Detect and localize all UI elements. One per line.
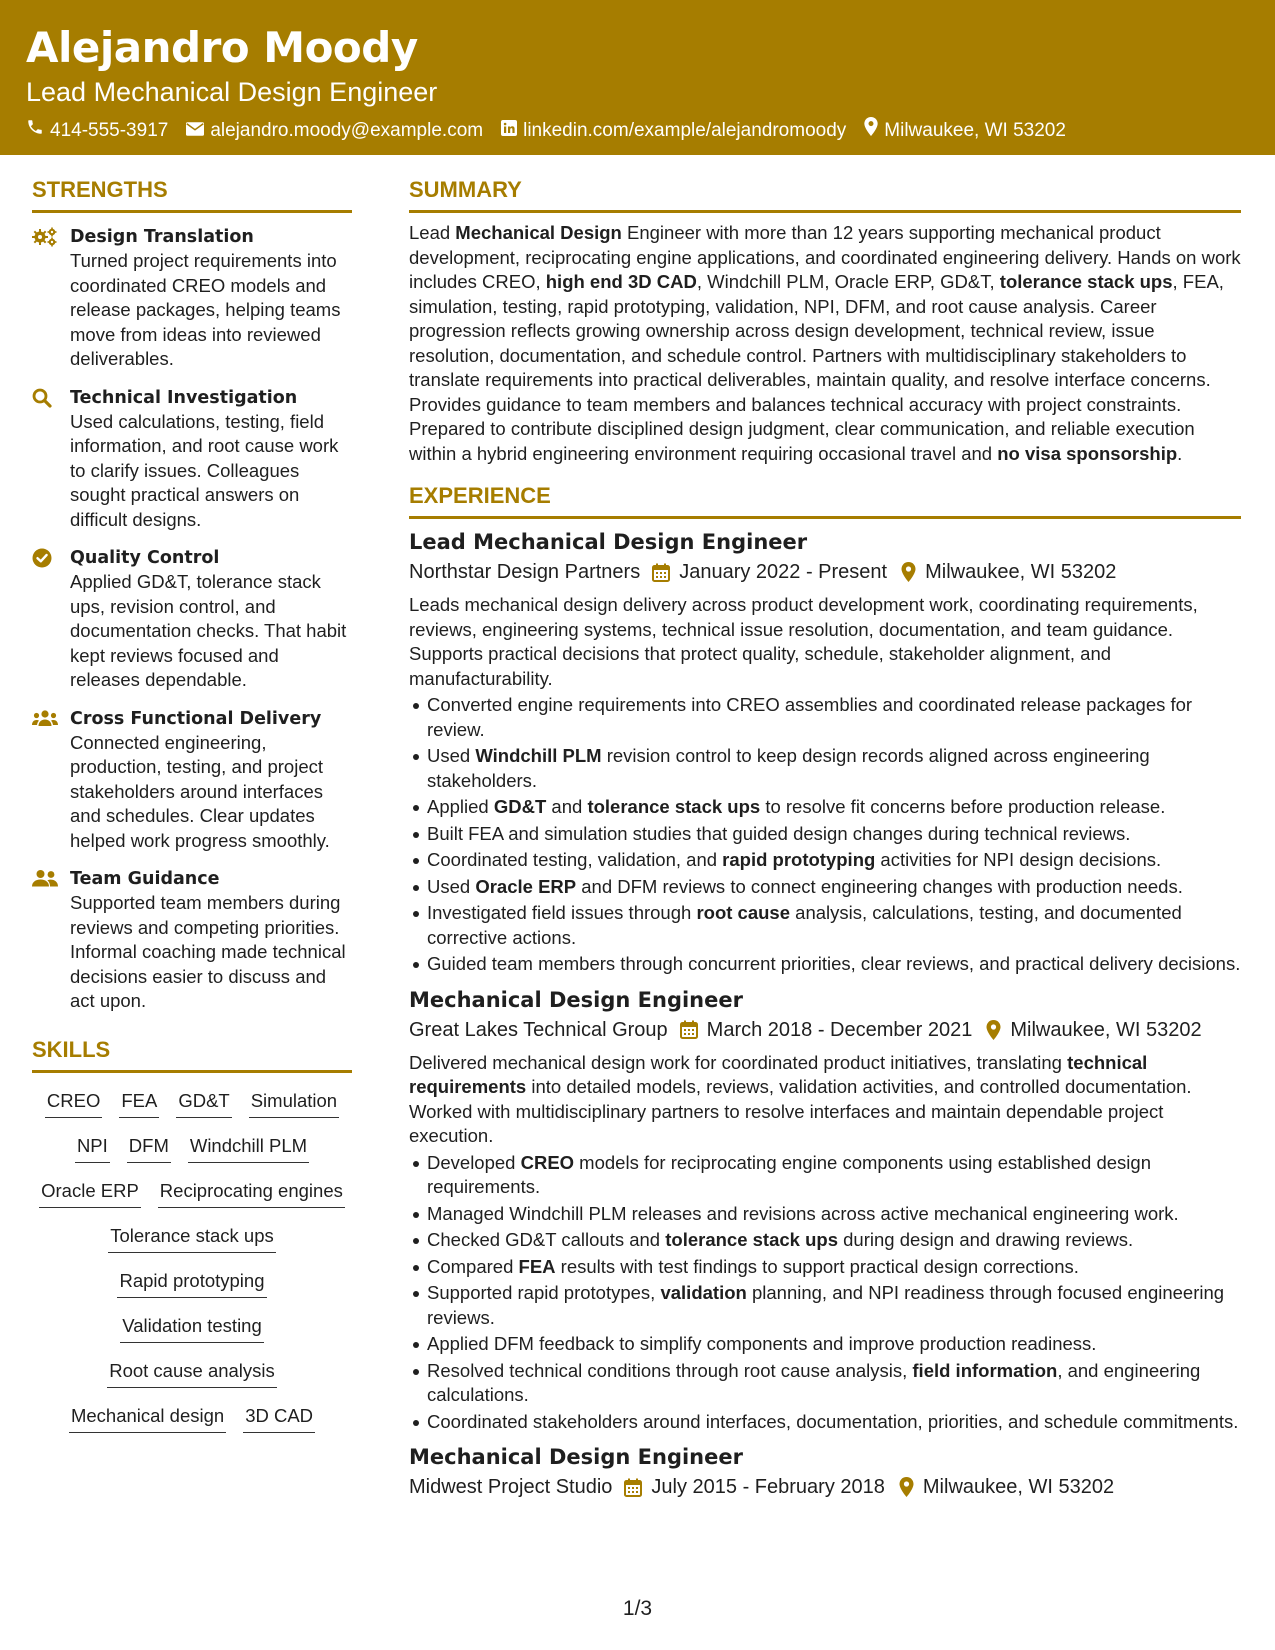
skill-tag: GD&T	[176, 1089, 231, 1118]
text-run: Converted engine requirements into CREO assemblies and coordinated release packages for review.	[427, 694, 1193, 740]
phone-icon	[26, 118, 44, 144]
strength-description: Applied GD&T, tolerance stack ups, revision control, and documentation checks. That habit kept reviews focused and releases dependable.	[70, 571, 347, 690]
job-location: Milwaukee, WI 53202	[925, 561, 1117, 583]
linkedin-text: linkedin.com/example/alejandromoody	[523, 119, 847, 141]
skill-tag: Validation testing	[120, 1314, 264, 1343]
text-run: Applied	[427, 796, 494, 817]
strength-item	[32, 867, 352, 1014]
skill-row	[32, 1353, 352, 1398]
bold-text: tolerance stack ups	[999, 271, 1173, 292]
bold-text: rapid prototyping	[722, 849, 876, 870]
experience-list	[409, 527, 1241, 1502]
bullet-item	[409, 795, 1241, 820]
job-entry	[409, 985, 1241, 1435]
bullet-item	[409, 1332, 1241, 1357]
contact-bar	[26, 117, 1275, 144]
skill-tag: DFM	[127, 1134, 171, 1163]
text-run: Used	[427, 875, 476, 897]
text-run: , and engineering calculations.	[427, 1359, 1201, 1405]
user-friends-icon	[32, 867, 70, 1014]
text-run: results with test findings to support practical design corrections.	[555, 1255, 1079, 1277]
skill-tag: Reciprocating engines	[158, 1179, 345, 1208]
bullet-item	[409, 1255, 1241, 1280]
text-run: to resolve fit concerns before production release.	[760, 796, 1166, 817]
envelope-icon	[186, 118, 204, 144]
text-run: during design and drawing reviews.	[837, 1229, 1134, 1250]
text-run: Compared	[427, 1255, 519, 1277]
skill-row	[32, 1308, 352, 1353]
strength-title: Cross Functional Delivery	[70, 708, 322, 729]
text-run: Applied DFM feedback to simplify components and improve production readiness.	[427, 1333, 1097, 1354]
text-run: and	[546, 796, 588, 817]
job-meta	[409, 557, 1241, 587]
contact-phone[interactable]	[26, 117, 168, 144]
job-title: Mechanical Design Engineer	[409, 987, 743, 1012]
bullet-item	[409, 693, 1241, 742]
text-run: and DFM reviews to connect engineering changes with production needs.	[576, 875, 1183, 897]
calendar-icon	[680, 1020, 698, 1039]
skill-tag: NPI	[75, 1134, 110, 1163]
right-column	[409, 176, 1241, 1508]
skill-tag: FEA	[119, 1089, 159, 1118]
bullet-item	[409, 1410, 1241, 1435]
skills-list	[32, 1083, 352, 1443]
candidate-headline: Lead Mechanical Design Engineer	[26, 77, 438, 107]
job-dates: July 2015 - February 2018	[651, 1476, 885, 1498]
bullet-item	[409, 1202, 1241, 1227]
strength-item	[32, 225, 352, 372]
bold-text: Oracle ERP	[475, 875, 577, 897]
bullet-item	[409, 744, 1241, 793]
job-title: Mechanical Design Engineer	[409, 1445, 743, 1469]
strength-item	[32, 546, 352, 693]
text-run: Checked GD&T callouts and	[427, 1229, 666, 1250]
bold-text: technical requirements	[409, 1051, 1148, 1097]
bold-text: CREO	[520, 1151, 575, 1173]
map-pin-icon	[901, 562, 916, 582]
text-run: , Windchill PLM, Oracle ERP, GD&T,	[696, 271, 1000, 292]
search-icon	[32, 386, 70, 533]
bullet-item	[409, 822, 1241, 847]
skill-tag: Tolerance stack ups	[108, 1224, 276, 1253]
bold-text: Mechanical Design	[455, 222, 622, 243]
bold-text: tolerance stack ups	[665, 1229, 838, 1250]
users-icon	[32, 707, 70, 854]
strength-description: Turned project requirements into coordinated CREO models and release packages, helping teams move from ideas into reviewed deliverables.	[70, 250, 341, 369]
summary-text	[409, 221, 1241, 466]
contact-linkedin[interactable]	[501, 117, 846, 144]
job-location: Milwaukee, WI 53202	[922, 1476, 1115, 1498]
contact-location	[864, 117, 1066, 144]
skill-row	[32, 1128, 352, 1173]
skill-tag: CREO	[45, 1089, 102, 1118]
text-run: Used	[427, 745, 476, 766]
text-run: analysis, calculations, testing, and documented corrective actions.	[427, 902, 1182, 948]
strength-description: Supported team members during reviews and competing priorities. Informal coaching made technical decisions easier to discuss and act upon.	[70, 892, 346, 1011]
text-run: models for reciprocating engine components using established design requirements.	[427, 1151, 1151, 1197]
text-run: Investigated field issues through	[427, 902, 697, 923]
text-run: Leads mechanical design delivery across product development work, coordinating requirements, reviews, engineering systems, technical issue resolution, documentation, and team guidance. Supports practical decisions that protect quality, schedule, stakeholder alignment, and manufacturability.	[409, 594, 1198, 689]
job-entry	[409, 1442, 1241, 1502]
strengths-list	[32, 225, 352, 1014]
gears-icon	[32, 225, 70, 372]
skill-row	[32, 1083, 352, 1128]
text-run: activities for NPI design decisions.	[875, 849, 1162, 870]
company-name: Northstar Design Partners	[409, 561, 641, 583]
map-pin-icon	[899, 1477, 914, 1497]
linkedin-icon	[501, 118, 517, 144]
page-number: 1/3	[622, 1597, 653, 1620]
company-name: Midwest Project Studio	[409, 1476, 613, 1498]
job-bullets	[409, 1151, 1241, 1435]
bullet-item	[409, 848, 1241, 873]
text-run: Managed Windchill PLM releases and revisions across active mechanical engineering work.	[427, 1202, 1179, 1224]
resume-header	[0, 0, 1275, 155]
map-pin-icon	[986, 1020, 1001, 1040]
text-run: , FEA, simulation, testing, rapid prototyping, validation, NPI, DFM, and root cause analysis. Career progression reflects growing ownership across design development, technical review, issue resolution, documentation, and schedule control. Partners with multidisciplinary stakeholders to translate requirements into practical deliverables, maintain quality, and resolve interface concerns. Provides guidance to team members and balances technical accuracy with project constraints. Prepared to contribute disciplined design judgment, clear communication, and reliable execution within a hybrid engineering environment requiring occasional travel and	[409, 271, 1224, 464]
bold-text: tolerance stack ups	[587, 796, 761, 817]
text-run: Supported rapid prototypes,	[427, 1282, 661, 1303]
strength-title: Technical Investigation	[70, 387, 298, 408]
bullet-item	[409, 901, 1241, 950]
candidate-name: Alejandro Moody	[26, 23, 418, 72]
strength-item	[32, 707, 352, 854]
bold-text: FEA	[518, 1255, 556, 1277]
job-bullets	[409, 693, 1241, 977]
job-description	[409, 593, 1241, 691]
bold-text: Windchill PLM	[475, 745, 602, 766]
skill-tag: Root cause analysis	[107, 1359, 277, 1388]
strength-description: Connected engineering, production, testing, and project stakeholders around interfaces and schedules. Clear updates helped work progress smoothly.	[70, 731, 330, 851]
phone-text: 414-555-3917	[50, 119, 169, 141]
text-run: Guided team members through concurrent priorities, clear reviews, and practical delivery decisions.	[427, 953, 1241, 974]
text-run: into detailed models, reviews, validation activities, and controlled documentation. Worked with multidisciplinary partners to resolve interfaces and maintain dependable project execution.	[409, 1076, 1192, 1146]
strength-description: Used calculations, testing, field information, and root cause work to clarify issues. Colleagues sought practical answers on difficult designs.	[70, 410, 339, 530]
job-location: Milwaukee, WI 53202	[1010, 1018, 1202, 1041]
skills-heading: SKILLS	[32, 1036, 352, 1073]
bold-text: validation	[660, 1282, 747, 1303]
skill-row	[32, 1218, 352, 1263]
strength-item	[32, 386, 352, 533]
skill-tag: Simulation	[249, 1089, 339, 1118]
skill-tag: Mechanical design	[69, 1404, 226, 1433]
text-run: Lead	[409, 222, 456, 243]
summary-heading: SUMMARY	[409, 176, 1241, 213]
contact-email[interactable]	[186, 117, 483, 144]
bullet-item	[409, 1228, 1241, 1253]
strength-title: Team Guidance	[70, 869, 220, 889]
calendar-icon	[652, 563, 670, 582]
bullet-item	[409, 1359, 1241, 1408]
text-run: Coordinated testing, validation, and	[427, 849, 723, 870]
job-entry	[409, 527, 1241, 977]
job-title: Lead Mechanical Design Engineer	[409, 530, 808, 554]
text-run: Developed	[427, 1151, 521, 1173]
skill-row	[32, 1173, 352, 1218]
company-name: Great Lakes Technical Group	[409, 1018, 668, 1041]
strength-title: Quality Control	[70, 548, 220, 568]
skill-tag: Rapid prototyping	[117, 1269, 266, 1298]
text-run: Coordinated stakeholders around interfaces, documentation, priorities, and schedule commitments.	[427, 1410, 1239, 1432]
text-run: planning, and NPI readiness through focused engineering reviews.	[427, 1282, 1225, 1328]
skill-row	[32, 1263, 352, 1308]
bullet-item	[409, 1151, 1241, 1200]
bold-text: root cause	[696, 902, 791, 923]
job-dates: March 2018 - December 2021	[706, 1018, 973, 1041]
bullet-item	[409, 1281, 1241, 1330]
map-pin-icon	[864, 117, 878, 144]
email-text: alejandro.moody@example.com	[210, 119, 484, 141]
left-column	[32, 176, 352, 1443]
skill-tag: Oracle ERP	[39, 1179, 141, 1208]
text-run: Resolved technical conditions through root cause analysis,	[427, 1359, 913, 1381]
text-run: .	[1177, 442, 1183, 464]
experience-heading: EXPERIENCE	[409, 482, 1241, 519]
skill-row	[32, 1398, 352, 1443]
text-run: revision control to keep design records aligned across engineering stakeholders.	[427, 745, 1150, 791]
bold-text: GD&T	[493, 796, 547, 817]
text-run: Delivered mechanical design work for coordinated product initiatives, translating	[409, 1051, 1068, 1073]
bullet-item	[409, 875, 1241, 900]
strength-title: Design Translation	[70, 227, 254, 247]
skill-tag: 3D CAD	[243, 1404, 315, 1433]
calendar-icon	[624, 1478, 642, 1497]
strengths-heading: STRENGTHS	[32, 176, 352, 213]
job-meta	[409, 1015, 1241, 1045]
text-run: Built FEA and simulation studies that guided design changes during technical reviews.	[427, 822, 1131, 844]
bullet-item	[409, 952, 1241, 977]
location-text: Milwaukee, WI 53202	[884, 119, 1066, 141]
text-run: Engineer with more than 12 years supporting mechanical product development, reciprocating engine applications, and coordinated engineering delivery. Hands on work includes CREO,	[409, 222, 1241, 292]
bold-text: field information	[912, 1359, 1058, 1381]
job-meta	[409, 1472, 1241, 1502]
check-circle-icon	[32, 546, 70, 693]
bold-text: no visa sponsorship	[997, 442, 1178, 464]
job-description	[409, 1051, 1241, 1149]
job-dates: January 2022 - Present	[679, 561, 888, 583]
bold-text: high end 3D CAD	[545, 271, 697, 292]
skill-tag: Windchill PLM	[188, 1134, 309, 1163]
